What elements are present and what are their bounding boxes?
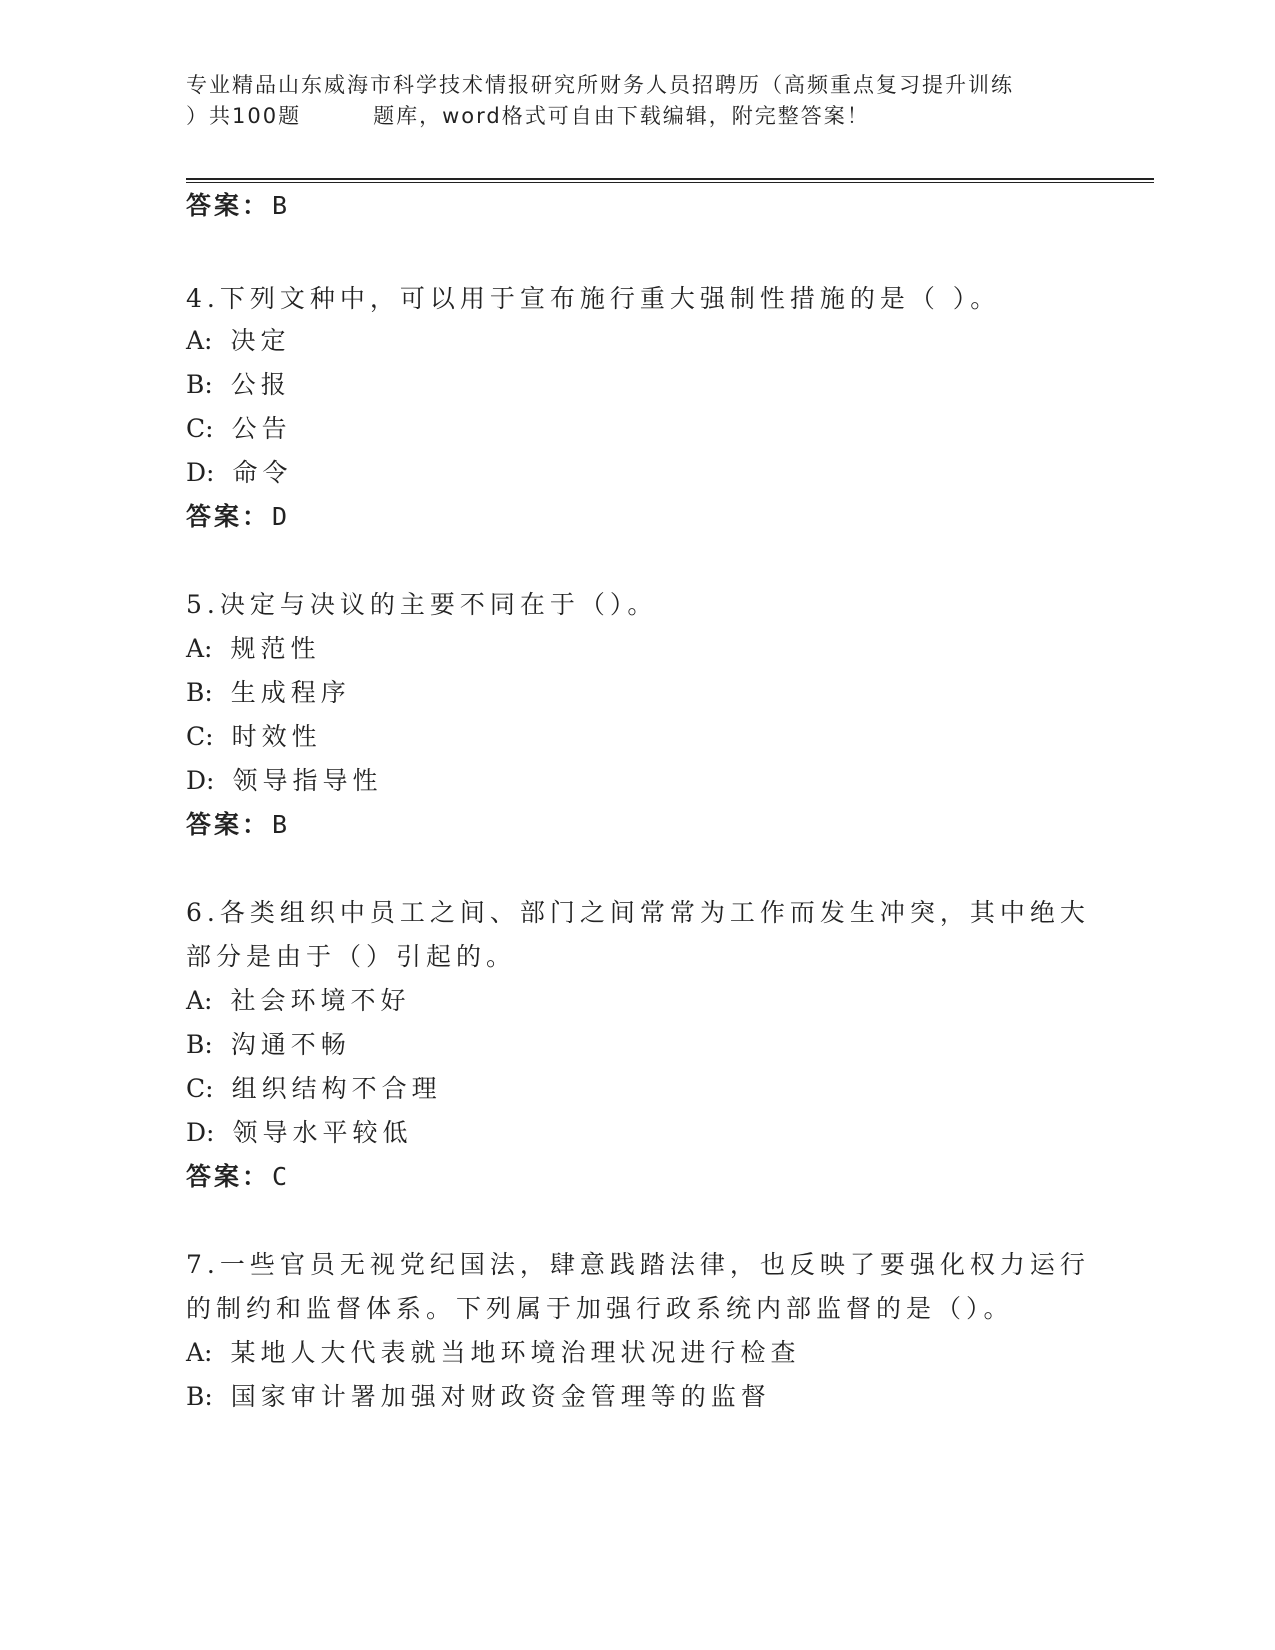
answer-value: B: [272, 191, 291, 220]
option-label: B:: [186, 678, 213, 707]
option-text: 规范性: [230, 634, 321, 663]
answer-value: D: [272, 502, 291, 531]
option-text: 国家审计署加强对财政资金管理等的监督: [230, 1382, 771, 1411]
answer-value: B: [272, 810, 291, 839]
page-header: [186, 70, 1086, 132]
option-text: 社会环境不好: [230, 986, 411, 1015]
option-item: [186, 721, 322, 753]
answer-line: [186, 501, 290, 533]
option-item: [186, 369, 291, 401]
answer-label: 答案：: [186, 1162, 271, 1191]
answer-line: [186, 1161, 290, 1193]
answer-label: 答案：: [186, 191, 271, 220]
option-text: 决定: [230, 326, 291, 355]
option-item: [186, 457, 292, 489]
option-text: 沟通不畅: [230, 1030, 351, 1059]
option-label: D:: [186, 1118, 215, 1147]
question-stem: 7.一些官员无视党纪国法，肆意践踏法律，也反映了要强化权力运行: [186, 1250, 1090, 1279]
option-item: [186, 633, 321, 665]
option-text: 命令: [232, 458, 293, 487]
option-item: [186, 765, 382, 797]
option-label: D:: [186, 766, 215, 795]
option-text: 公告: [231, 414, 292, 443]
option-item: [186, 1337, 801, 1369]
header-title-line2-part1: ）共100题: [186, 104, 302, 128]
option-label: C:: [186, 722, 214, 751]
answer-label: 答案：: [186, 810, 271, 839]
question-stem: 的制约和监督体系。下列属于加强行政系统内部监督的是（）。: [186, 1294, 1014, 1323]
option-item: [186, 1073, 442, 1105]
option-label: C:: [186, 414, 214, 443]
option-label: B:: [186, 1382, 213, 1411]
header-title-line1: 专业精品山东威海市科学技术情报研究所财务人员招聘历（高频重点复习提升训练: [186, 73, 1014, 97]
option-item: [186, 1117, 412, 1149]
question-stem: 部分是由于（）引起的。: [186, 942, 517, 971]
option-text: 时效性: [231, 722, 322, 751]
option-label: D:: [186, 458, 215, 487]
option-label: C:: [186, 1074, 214, 1103]
header-title-line2: [186, 101, 1086, 132]
option-text: 某地人大代表就当地环境治理状况进行检查: [230, 1338, 801, 1367]
answer-value: C: [272, 1162, 291, 1191]
option-label: A:: [186, 326, 213, 355]
option-label: B:: [186, 1030, 213, 1059]
answer-label: 答案：: [186, 502, 271, 531]
option-label: A:: [186, 1338, 213, 1367]
option-item: [186, 677, 351, 709]
option-item: [186, 413, 292, 445]
option-label: B:: [186, 370, 213, 399]
option-label: A:: [186, 986, 213, 1015]
option-text: 领导指导性: [232, 766, 383, 795]
question-stem: 4.下列文种中，可以用于宣布施行重大强制性措施的是（ ）。: [186, 284, 1001, 313]
answer-line: [186, 809, 290, 841]
question-stem: 6.各类组织中员工之间、部门之间常常为工作而发生冲突，其中绝大: [186, 898, 1090, 927]
option-item: [186, 1029, 351, 1061]
answer-line: [186, 190, 290, 222]
option-item: [186, 325, 291, 357]
option-item: [186, 985, 411, 1017]
option-item: [186, 1381, 771, 1413]
option-text: 公报: [230, 370, 291, 399]
option-label: A:: [186, 634, 213, 663]
option-text: 生成程序: [230, 678, 351, 707]
option-text: 组织结构不合理: [231, 1074, 442, 1103]
question-stem: 5.决定与决议的主要不同在于（）。: [186, 590, 658, 619]
header-title-line2-part2: 题库，word格式可自由下载编辑，附完整答案！: [373, 104, 870, 128]
header-rule-thin: [186, 182, 1154, 183]
option-text: 领导水平较低: [232, 1118, 413, 1147]
header-rule: [186, 178, 1154, 180]
